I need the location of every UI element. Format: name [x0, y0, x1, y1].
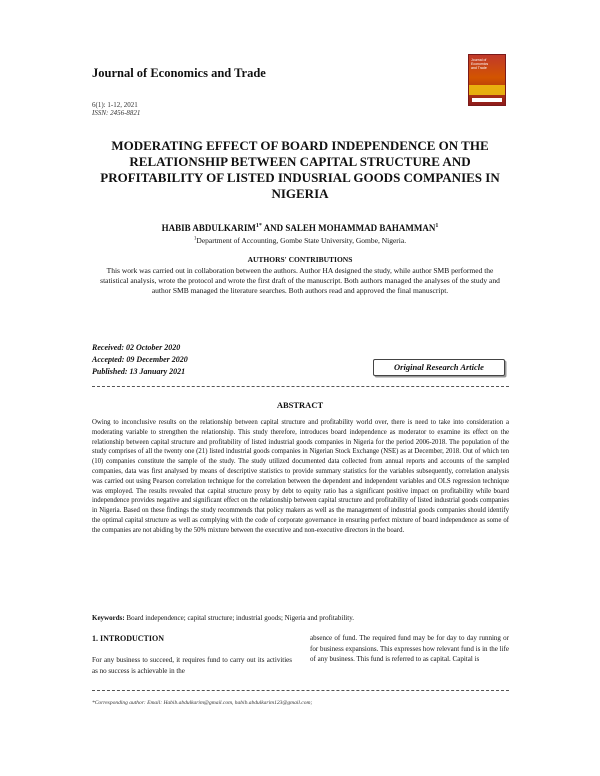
- body-column-left: For any business to succeed, it requires fund to carry out its activities as no success is achievable in the: [92, 656, 292, 675]
- journal-volume: [92, 101, 140, 117]
- journal-cover-image: [468, 54, 506, 106]
- issn: ISSN: 2456-8821: [92, 109, 141, 117]
- body-column-right: absence of fund. The required fund may be for day to day running or for business expansions. This expresses how relevant fund is in the life of any business. This fund is referred to as capital. Capital is: [310, 634, 509, 663]
- cover-title: Journal of Economics and Trade: [471, 58, 489, 70]
- article-dates: [92, 342, 188, 378]
- keywords: [92, 614, 509, 622]
- abstract-text: Owing to inconclusive results on the relationship between capital structure and profitability world over, there is need to take into consideration a moderating variable to strengthen the relationship. This study therefore, introduces board independence as moderator to examine its effect on the relationship between capital structure and profitability of listed industrial goods companies in Nigeria for the period 2006-2018. The population of the study comprises of all the twenty one (21) listed industrial goods companies in Nigerian Stock Exchange (NSE) as at December, 2018. Out of which ten (10) companies constitute the sample of the study. The study utilized documented data collected from annual reports and accounts of the sampled companies, data was first analysed by means of descriptive statistics to provide summary statistics for the variables subsequently, correlation analysis was carried out using Pearson correlation technique for the correlation between the dependent and independent variables and OLS regression technique was employed. The results revealed that capital structure proxy by debt to equity ratio has a significant positive impact on profitability while board independence provides negative and significant effect on the relationship between capital structure and profitability of listed industrial goods companies in Nigeria. Based on these findings the study recommends that policy makers as well as the management of industrial goods companies should identify the optimal capital structure as well as complying with the code of corporate governance in ensuring perfect mixture of board independence as some of the companies are not abiding by the 50% mixture between the executive and non-executive directors in the board.: [92, 419, 509, 534]
- section-heading: 1. INTRODUCTION: [92, 634, 165, 643]
- published-date: Published: 13 January 2021: [92, 367, 186, 376]
- author-name: HABIB ABDULKARIM: [161, 223, 256, 233]
- footnote: *Corresponding author: Email: Habib.abdulkarim@gmail.com, habib.abdulkarim123@gmail.com;: [92, 700, 313, 706]
- affiliation-text: Department of Accounting, Gombe State University, Gombe, Nigeria.: [196, 236, 407, 245]
- author-list: [90, 223, 510, 233]
- footnote-divider: [92, 690, 509, 691]
- author-affiliation-mark: 1*: [255, 223, 262, 229]
- accepted-date: Accepted: 09 December 2020: [92, 355, 188, 364]
- received-date: Received: 02 October 2020: [92, 343, 181, 352]
- cover-graphic: [469, 85, 505, 95]
- affiliation: [90, 236, 510, 245]
- abstract-heading: ABSTRACT: [276, 400, 324, 410]
- keywords-label: Keywords:: [92, 614, 125, 622]
- contributions-text: This work was carried out in collaboration between the authors. Author HA designed the study, while author SMB performed the statistical analysis, wrote the protocol and wrote the first draft of the manuscript. Both authors managed the analyses of the study and author SMB managed the literature searches. Both authors read and approved the final manuscript.: [100, 266, 500, 295]
- volume-pages: 6(1): 1-12, 2021: [92, 101, 138, 109]
- journal-title: Journal of Economics and Trade: [92, 66, 266, 80]
- divider-line: [92, 386, 509, 387]
- affiliation-mark: 1: [193, 236, 197, 242]
- keywords-text: Board independence; capital structure; industrial goods; Nigeria and profitability.: [124, 614, 354, 622]
- cover-footer: [472, 98, 502, 102]
- contributions-heading: AUTHORS' CONTRIBUTIONS: [247, 255, 353, 264]
- author-affiliation-mark: 1: [435, 223, 439, 229]
- article-type-badge: Original Research Article: [373, 359, 505, 376]
- author-name: SALEH MOHAMMAD BAHAMMAN: [285, 223, 436, 233]
- article-title: MODERATING EFFECT OF BOARD INDEPENDENCE ON THE RELATIONSHIP BETWEEN CAPITAL STRUCTURE AND PROFITABILITY OF LISTED INDUSRIAL GOODS COMPANIES IN NIGERIA: [100, 138, 500, 201]
- author-separator: AND: [261, 223, 286, 233]
